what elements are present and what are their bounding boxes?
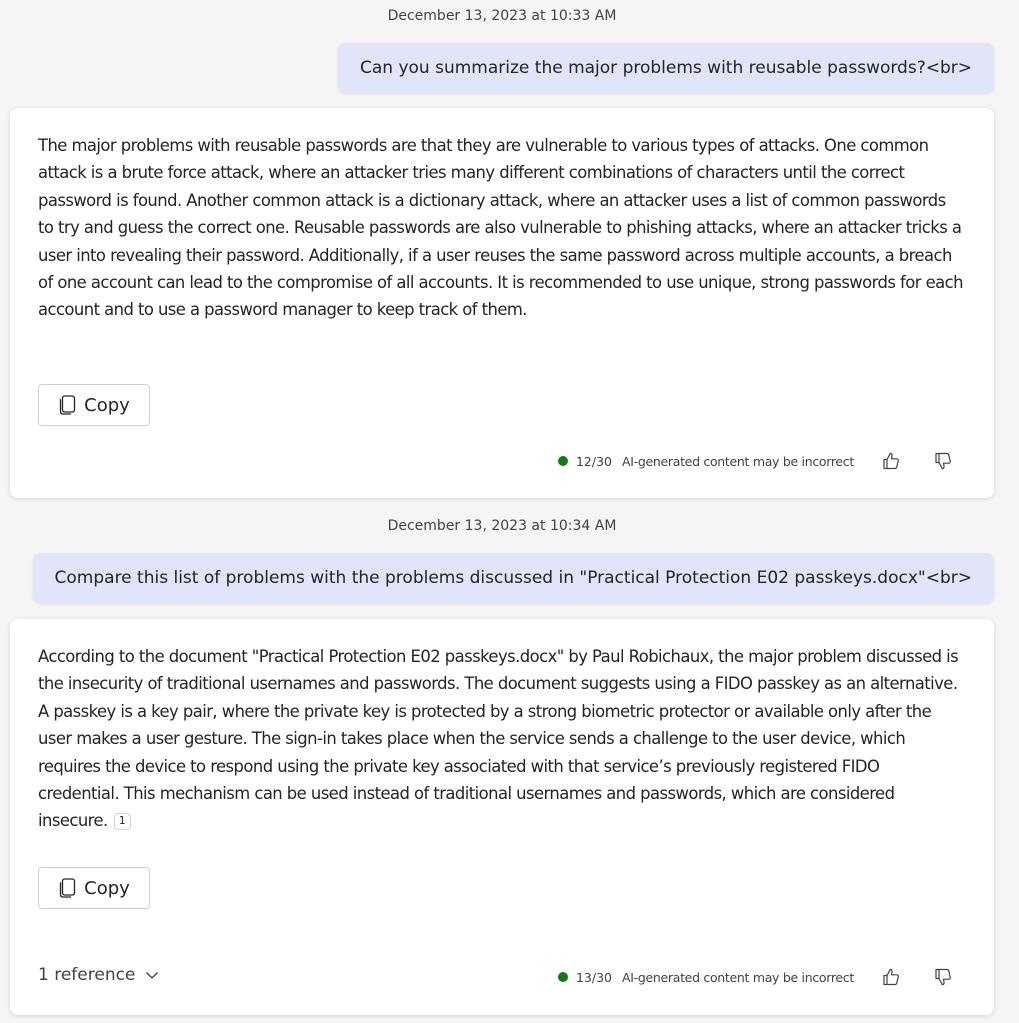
message-timestamp: December 13, 2023 at 10:34 AM: [387, 518, 617, 534]
assistant-response-text: [38, 643, 964, 835]
user-message-text: Can you summarize the major problems with reusable passwords?<br>: [360, 58, 972, 78]
citation-marker[interactable]: 1: [114, 813, 131, 830]
copy-button-label: Copy: [84, 877, 130, 899]
assistant-response-card: [10, 619, 994, 1015]
chevron-down-icon: [145, 965, 159, 985]
references-label: 1 reference: [38, 965, 136, 985]
assistant-response-body: According to the document "Practical Protection E02 passkeys.docx" by Paul Robichaux, the major problem discussed is the insecurity of traditional usernames and passwords. The document suggests using a FIDO passkey as an alternative. A passkey is a key pair, where the private key is protected by a strong biometric protector or available only after the user makes a user gesture. The sign-in takes place when the service sends a challenge to the user device, which requires the device to respond using the private key associated with that service’s previously registered FIDO credential. This mechanism can be used instead of traditional usernames and passwords, which are considered insecure.: [38, 647, 959, 831]
response-meta-row: [558, 449, 954, 473]
response-meta-row: [558, 965, 954, 989]
thumbs-down-icon[interactable]: [932, 450, 954, 472]
user-message-bubble: [33, 553, 994, 603]
status-dot-icon: [558, 456, 568, 466]
copy-icon: [58, 878, 76, 898]
references-toggle[interactable]: [38, 965, 159, 985]
copy-icon: [58, 395, 76, 415]
ai-disclaimer: AI-generated content may be incorrect: [622, 453, 854, 469]
copy-button[interactable]: [38, 384, 150, 426]
copy-button[interactable]: [38, 867, 150, 909]
assistant-response-card: [10, 108, 994, 498]
response-count: 13/30: [575, 969, 612, 985]
message-timestamp: December 13, 2023 at 10:33 AM: [387, 8, 617, 24]
copy-button-label: Copy: [84, 394, 130, 416]
status-dot-icon: [558, 972, 568, 982]
thumbs-down-icon[interactable]: [932, 966, 954, 988]
ai-disclaimer: AI-generated content may be incorrect: [622, 969, 854, 985]
user-message-bubble: [338, 43, 994, 93]
response-count: 12/30: [575, 453, 612, 469]
thumbs-up-icon[interactable]: [880, 450, 902, 472]
thumbs-up-icon[interactable]: [880, 966, 902, 988]
user-message-text: Compare this list of problems with the problems discussed in "Practical Protection E02 passkeys.docx"<br>: [54, 568, 972, 588]
assistant-response-text: The major problems with reusable passwords are that they are vulnerable to various types of attacks. One common attack is a brute force attack, where an attacker tries many different combinations of characters until the correct password is found. Another common attack is a dictionary attack, where an attacker uses a list of common passwords to try and guess the correct one. Reusable passwords are also vulnerable to phishing attacks, where an attacker tricks a user into revealing their password. Additionally, if a user reuses the same password across multiple accounts, a breach of one account can lead to the compromise of all accounts. It is recommended to use unique, strong passwords for each account and to use a password manager to keep track of them.: [38, 136, 963, 320]
